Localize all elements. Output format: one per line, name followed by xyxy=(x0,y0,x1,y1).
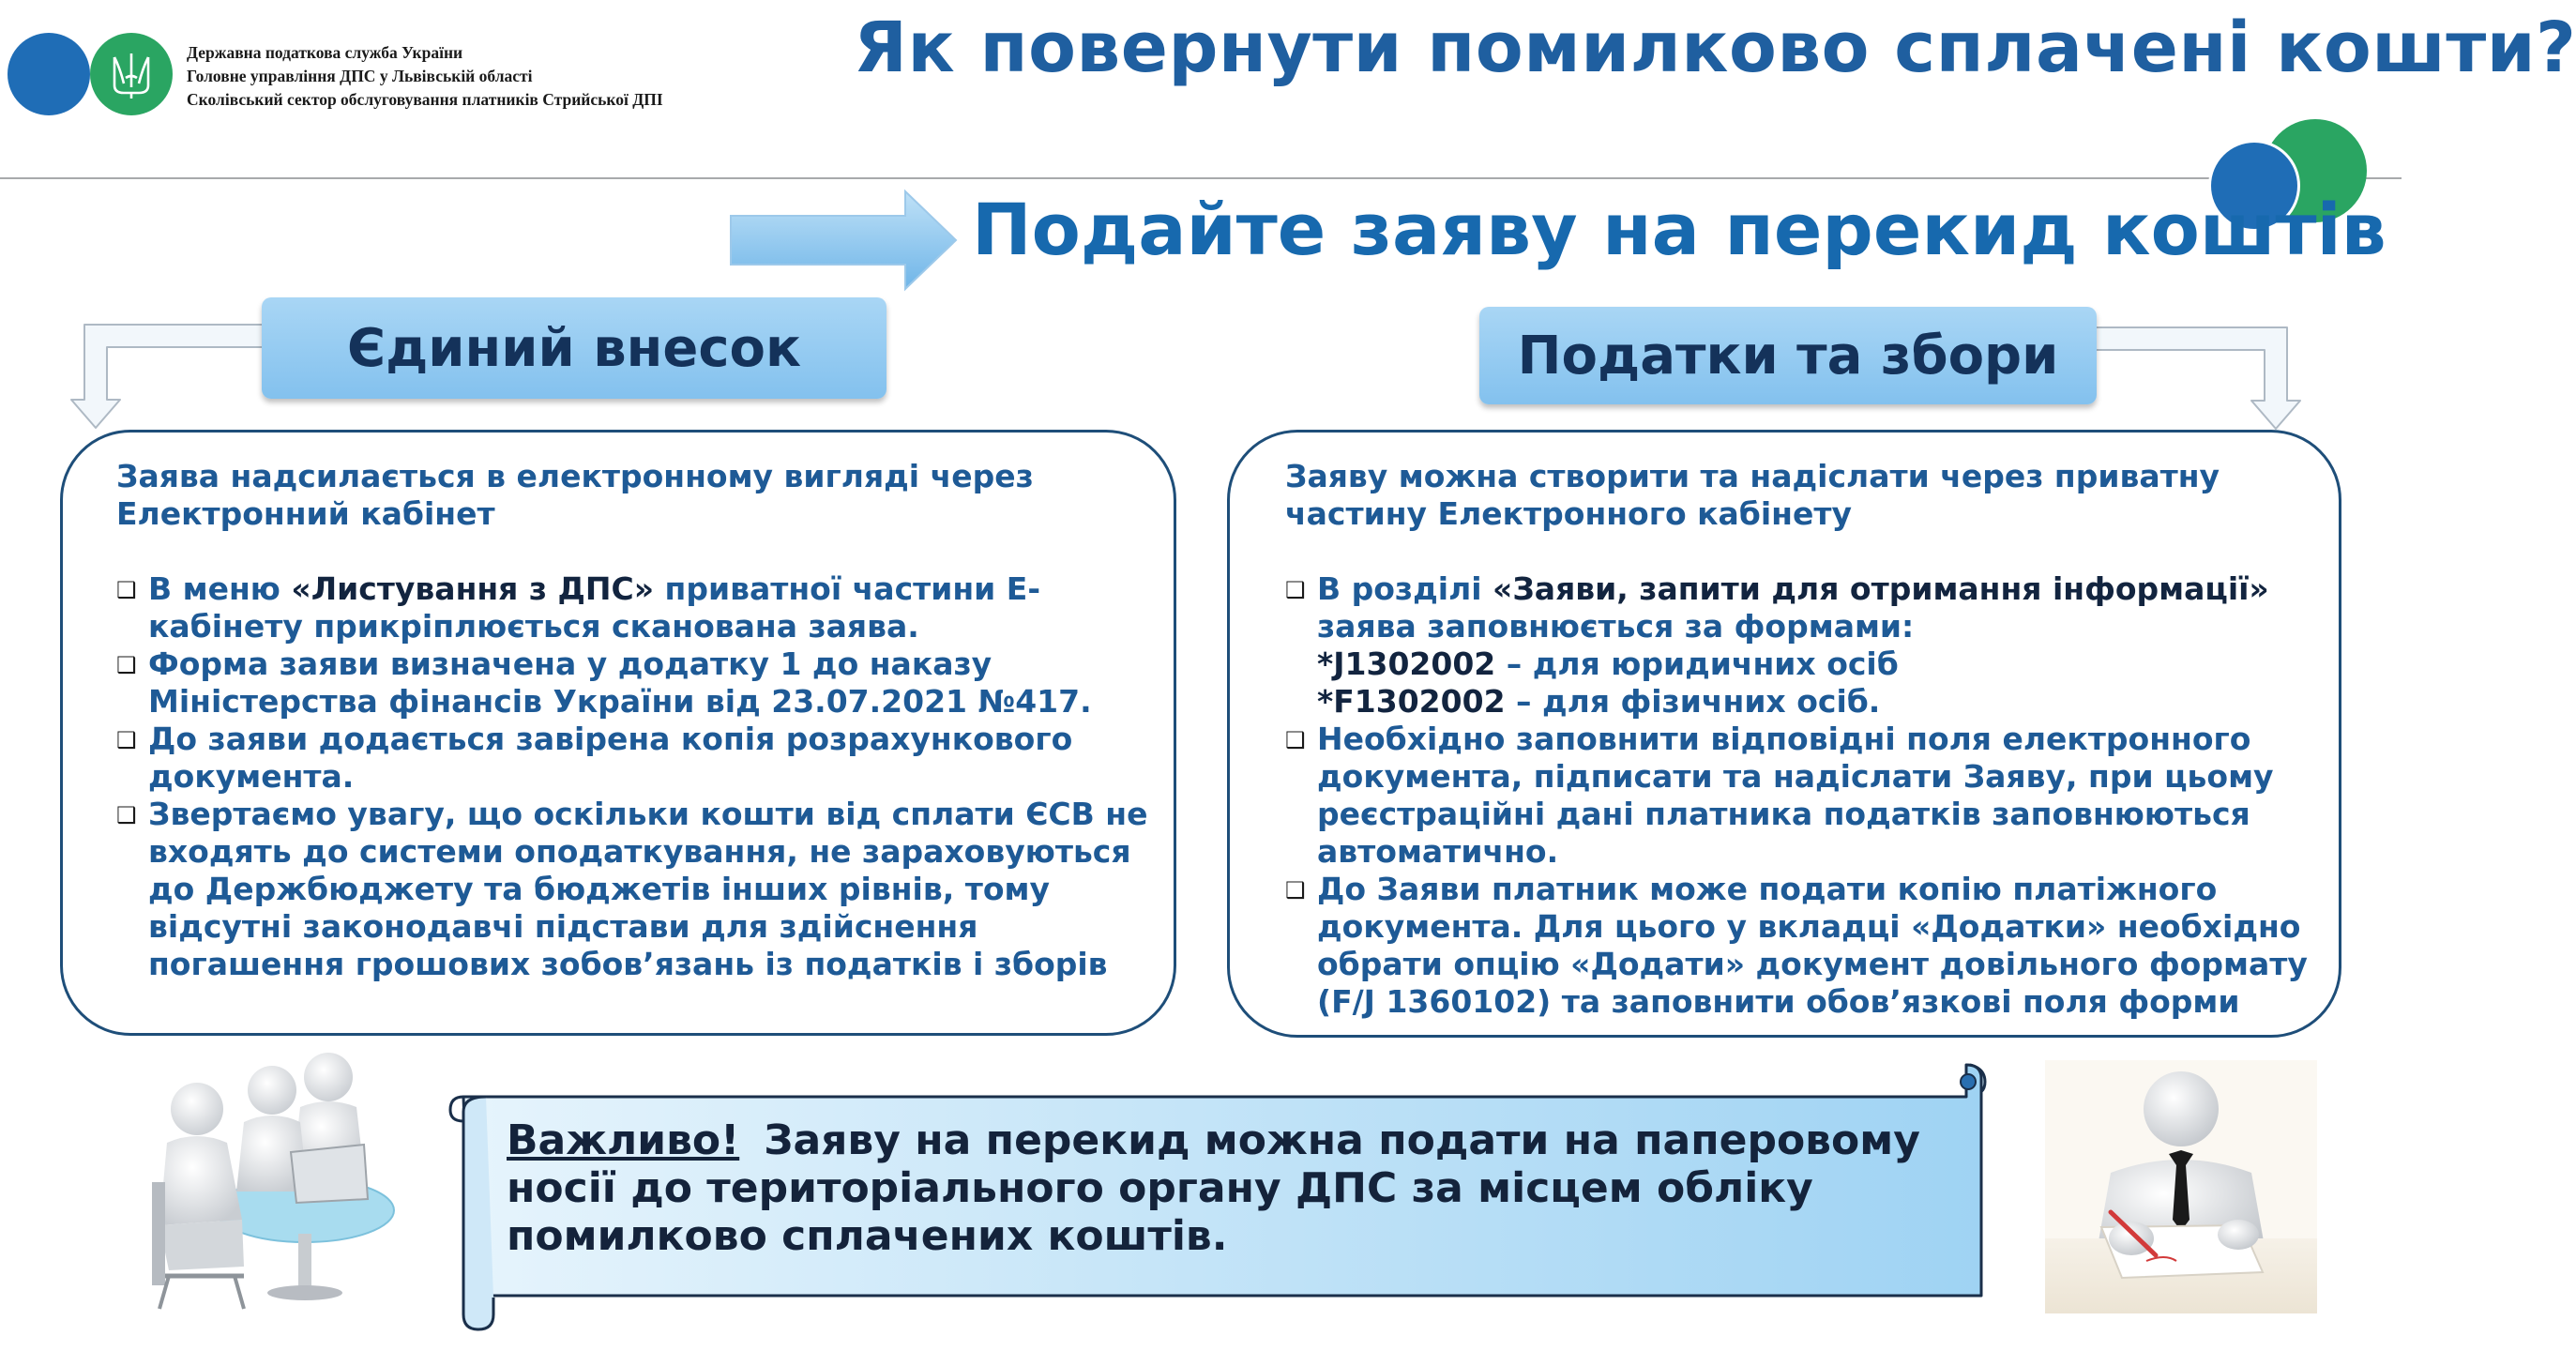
org-line-2: Головне управління ДПС у Львівській області xyxy=(187,67,533,85)
trident-emblem-icon xyxy=(90,33,173,115)
logo-blue-circle xyxy=(8,33,90,115)
logo-green-circle xyxy=(90,33,173,115)
org-line-3: Сколівський сектор обслуговування платників Стрийської ДПІ xyxy=(187,90,663,109)
checkbox-bullet-icon: ❑ xyxy=(1285,877,1306,903)
left-panel-text xyxy=(116,458,1158,983)
list-item: ❑ Форма заяви визначена у додатку 1 до наказу Міністерства фінансів України від 23.07.2021 №417. xyxy=(116,645,1092,720)
list-item: ❑ В розділі «Заяви, запити для отримання інформації» заява заповнюється за формами: xyxy=(1285,570,2269,645)
organization-block xyxy=(187,41,843,112)
notice-label: Важливо! xyxy=(507,1116,740,1164)
checkbox-bullet-icon: ❑ xyxy=(116,727,137,753)
notice-text xyxy=(507,1116,1970,1260)
header-divider xyxy=(0,177,2402,179)
left-connector-arrow-icon xyxy=(68,321,280,433)
person-signing-illustration xyxy=(2045,1060,2317,1313)
people-at-table-illustration xyxy=(131,1041,403,1313)
form-code-line: *F1302002 – для фізичних осіб. xyxy=(1317,683,1881,720)
left-intro: Заява надсилається в електронному вигляді через Електронний кабінет xyxy=(116,458,1034,532)
notice-body: Заяву на перекид можна подати на паперовому носії до територіального органу ДПС за місцем обліку помилково сплачених коштів. xyxy=(507,1116,1920,1260)
right-connector-arrow-icon xyxy=(2092,324,2304,434)
checkbox-bullet-icon: ❑ xyxy=(116,652,137,678)
right-arrow-icon xyxy=(727,188,962,293)
list-item: ❑ В меню «Листування з ДПС» приватної частини Е-кабінету прикріплюється сканована заява. xyxy=(116,570,1041,645)
list-item: ❑ До заяви додається завірена копія розрахункового документа. xyxy=(116,721,1073,795)
subheading: Подайте заяву на перекид коштів xyxy=(972,188,2387,271)
org-line-1: Державна податкова служба України xyxy=(187,43,463,62)
taxes-and-fees-button[interactable]: Податки та збори xyxy=(1479,307,2097,404)
list-item: ❑ До Заяви платник може подати копію платіжного документа. Для цього у вкладці «Додатки» необхідно обрати опцію «Додати» документ довільного формату (F/J 1360102) та заповнити обов’язкові поля форми xyxy=(1285,871,2308,1020)
checkbox-bullet-icon: ❑ xyxy=(116,577,137,603)
form-code-line: *J1302002 – для юридичних осіб xyxy=(1317,645,1899,682)
right-intro: Заяву можна створити та надіслати через приватну частину Електронного кабінету xyxy=(1285,458,2220,532)
list-item: ❑ Необхідно заповнити відповідні поля електронного документа, підписати та надіслати Заяву, при цьому реєстраційні дані платника податків заповнюються автоматично. xyxy=(1285,721,2274,870)
right-panel-text xyxy=(1285,458,2326,1021)
checkbox-bullet-icon: ❑ xyxy=(1285,577,1306,603)
checkbox-bullet-icon: ❑ xyxy=(1285,727,1306,753)
single-contribution-button[interactable]: Єдиний внесок xyxy=(262,297,886,399)
list-item: ❑ Звертаємо увагу, що оскільки кошти від сплати ЄСВ не входять до системи оподаткування, не зараховуються до Держбюджету та бюджетів інших рівнів, тому відсутні законодавчі підстави для здійснення погашення грошових зобов’язань із податків і зборів xyxy=(116,796,1148,982)
checkbox-bullet-icon: ❑ xyxy=(116,802,137,828)
page-title: Як повернути помилково сплачені кошти? xyxy=(854,8,2576,88)
